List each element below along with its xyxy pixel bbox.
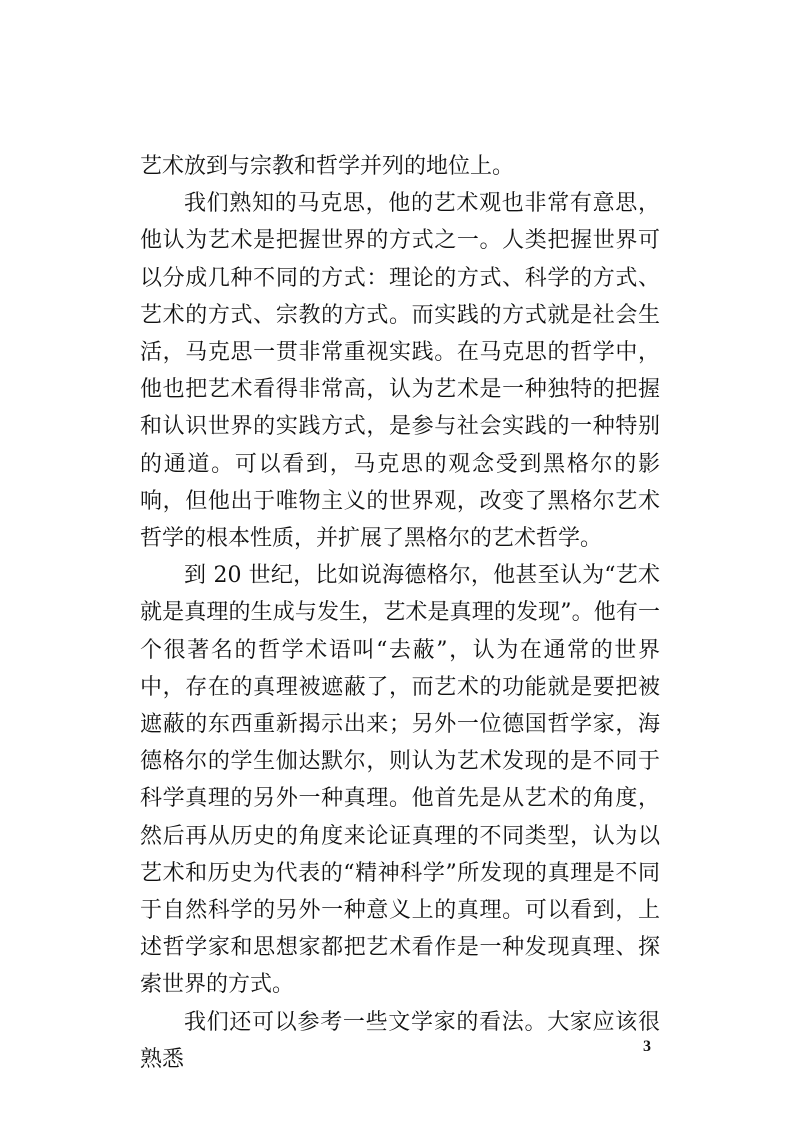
page-number: 3 xyxy=(643,1038,651,1055)
paragraph-continuation: 艺术放到与宗教和哲学并列的地位上。 xyxy=(140,154,515,179)
paragraph-marx: 我们熟知的马克思，他的艺术观也非常有意思，他认为艺术是把握世界的方式之一。人类把握世界可以分成几种不同的方式：理论的方式、科学的方式、艺术的方式、宗教的方式。而实践的方式就是社会生活，马克思一贯非常重视实践。在马克思的哲学中，他也把艺术看得非常高，认为艺术是一种独特的把握和认识世界的实践方式，是参与社会实践的一种特别的通道。可以看到，马克思的观念受到黑格尔的影响，但他出于唯物主义的世界观，改变了黑格尔艺术哲学的根本性质，并扩展了黑格尔的艺术哲学。 xyxy=(140,191,660,552)
paragraph-writers: 我们还可以参考一些文学家的看法。大家应该很熟悉 xyxy=(140,1009,660,1072)
body-text xyxy=(140,148,660,1078)
paragraph-heidegger: 到 20 世纪，比如说海德格尔，他甚至认为“艺术就是真理的生成与发生，艺术是真理的发现”。他有一个很著名的哲学术语叫“去蔽”，认为在通常的世界中，存在的真理被遮蔽了，而艺术的功能就是要把被遮蔽的东西重新揭示出来；另外一位德国哲学家，海德格尔的学生伽达默尔，则认为艺术发现的是不同于科学真理的另外一种真理。他首先是从艺术的角度，然后再从历史的角度来论证真理的不同类型，认为以艺术和历史为代表的“精神科学”所发现的真理是不同于自然科学的另外一种意义上的真理。可以看到，上述哲学家和思想家都把艺术看作是一种发现真理、探索世界的方式。 xyxy=(140,563,660,998)
